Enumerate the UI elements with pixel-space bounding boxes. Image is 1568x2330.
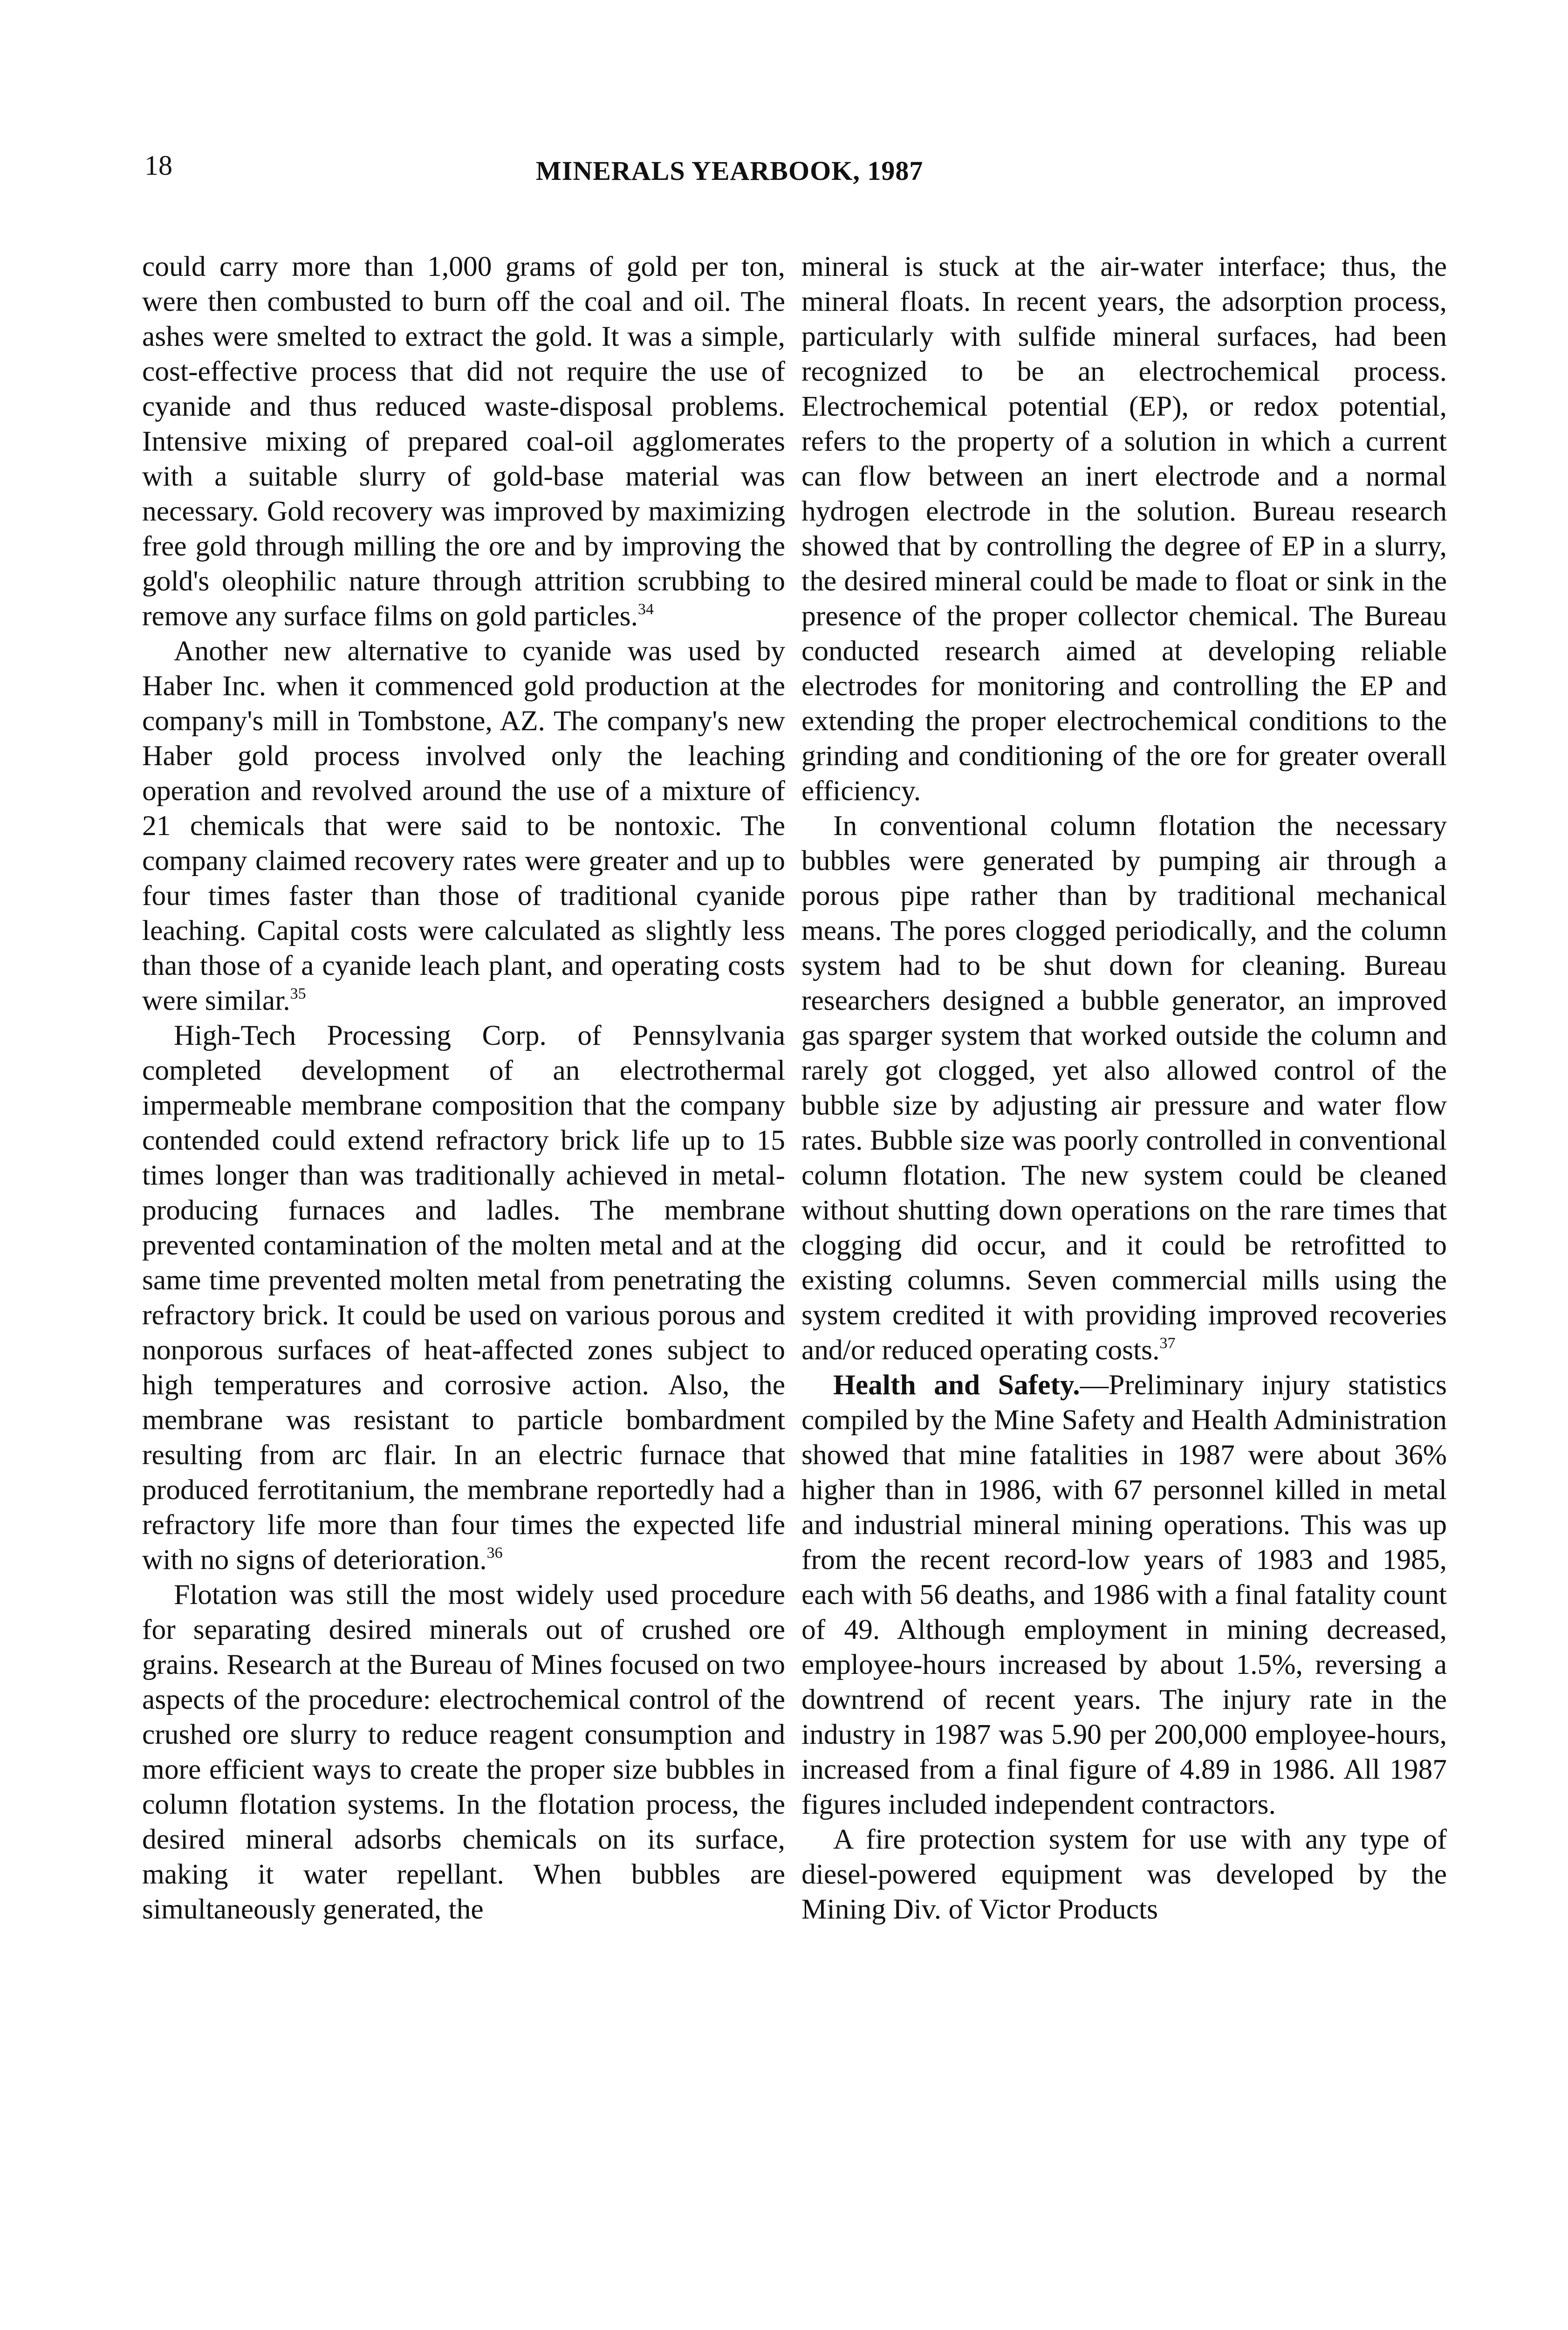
footnote-ref: 34	[637, 601, 654, 618]
paragraph-fire-protection	[801, 1822, 1447, 1927]
paragraph-text: Another new alternative to cyanide was used by Haber Inc. when it commenced gold production at the company's mill in Tombstone, AZ. The company's new Haber gold process involved only the leaching operation and revolved around the use of a mixture of 21 chemicals that were said to be nontoxic. The company claimed recovery rates were greater and up to four times faster than those of traditional cyanide leaching. Capital costs were calculated as slightly less than those of a cyanide leach plant, and operating costs were similar.	[142, 635, 785, 1016]
paragraph-flotation	[142, 1577, 785, 1927]
paragraph-text: —Preliminary injury statistics compiled by the Mine Safety and Health Administration showed that mine fatalities in 1987 were about 36% higher than in 1986, with 67 personnel killed in metal and industrial mineral mining operations. This was up from the recent record-low years of 1983 and 1985, each with 56 deaths, and 1986 with a final fatality count of 49. Although employment in mining decreased, employee-hours increased by about 1.5%, reversing a downtrend of recent years. The injury rate in the industry in 1987 was 5.90 per 200,000 employee-hours, increased from a final figure of 4.89 in 1986. All 1987 figures included independent contractors.	[801, 1369, 1447, 1820]
paragraph-text: High-Tech Processing Corp. of Pennsylvania completed development of an electrothermal impermeable membrane composition that the company contended could extend refractory brick life up to 15 times longer than was traditionally achieved in metal-producing furnaces and ladles. The membrane prevented contamination of the molten metal and at the same time prevented molten metal from penetrating the refractory brick. It could be used on various porous and nonporous surfaces of heat-affected zones subject to high temperatures and corrosive action. Also, the membrane was resistant to particle bombardment resulting from arc flair. In an electric furnace that produced ferrotitanium, the membrane reportedly had a refractory life more than four times the expected life with no signs of deterioration.	[142, 1020, 785, 1576]
paragraph-gold-agglomeration	[142, 249, 785, 634]
paragraph-health-and-safety	[801, 1368, 1447, 1822]
section-heading: Health and Safety.	[833, 1369, 1080, 1401]
footnote-ref: 35	[290, 985, 306, 1002]
paragraph-text: In conventional column flotation the necessary bubbles were generated by pumping air through a porous pipe rather than by traditional mechanical means. The pores clogged periodically, and the column system had to be shut down for cleaning. Bureau researchers designed a bubble generator, an improved gas sparger system that worked outside the column and rarely got clogged, yet also allowed control of the bubble size by adjusting air pressure and water flow rates. Bubble size was poorly controlled in conventional column flotation. The new system could be cleaned without shutting down operations on the rare times that clogging did occur, and it could be retrofitted to existing columns. Seven commercial mills using the system credited it with providing improved recoveries and/or reduced operating costs.	[801, 810, 1447, 1366]
paragraph-electrochemical-potential	[801, 249, 1447, 809]
right-column	[801, 249, 1447, 1927]
left-column	[142, 249, 785, 1927]
paragraph-column-flotation	[801, 809, 1447, 1368]
paragraph-text: Flotation was still the most widely used procedure for separating desired minerals out of crushed ore grains. Research at the Bureau of Mines focused on two aspects of the procedure: electrochemical control of the crushed ore slurry to reduce reagent consumption and more efficient ways to create the proper size bubbles in column flotation systems. In the flotation process, the desired mineral adsorbs chemicals on its surface, making it water repellant. When bubbles are simultaneously generated, the	[142, 1579, 785, 1925]
footnote-ref: 36	[486, 1544, 503, 1562]
footnote-ref: 37	[1159, 1335, 1176, 1352]
paragraph-text: mineral is stuck at the air-water interface; thus, the mineral floats. In recent years, the adsorption process, particularly with sulfide mineral surfaces, had been recognized to be an electrochemical process. Electrochemical potential (EP), or redox potential, refers to the property of a solution in which a current can flow between an inert electrode and a normal hydrogen electrode in the solution. Bureau research showed that by controlling the degree of EP in a slurry, the desired mineral could be made to float or sink in the presence of the proper collector chemical. The Bureau conducted research aimed at developing reliable electrodes for monitoring and controlling the EP and extending the proper electrochemical conditions to the grinding and conditioning of the ore for greater overall efficiency.	[801, 251, 1447, 807]
paragraph-haber-process	[142, 634, 785, 1018]
page-number: 18	[144, 150, 172, 181]
paragraph-text: could carry more than 1,000 grams of gold per ton, were then combusted to burn off the coal and oil. The ashes were smelted to extract the gold. It was a simple, cost-effective process that did not require the use of cyanide and thus reduced waste-disposal problems. Intensive mixing of prepared coal-oil agglomerates with a suitable slurry of gold-base material was necessary. Gold recovery was improved by maximizing free gold through milling the ore and by improving the gold's oleophilic nature through attrition scrubbing to remove any surface films on gold particles.	[142, 251, 785, 632]
running-head: MINERALS YEARBOOK, 1987	[536, 156, 924, 186]
paragraph-refractory-membrane	[142, 1018, 785, 1577]
paragraph-text: A fire protection system for use with any type of diesel-powered equipment was developed by the Mining Div. of Victor Products	[801, 1823, 1447, 1925]
